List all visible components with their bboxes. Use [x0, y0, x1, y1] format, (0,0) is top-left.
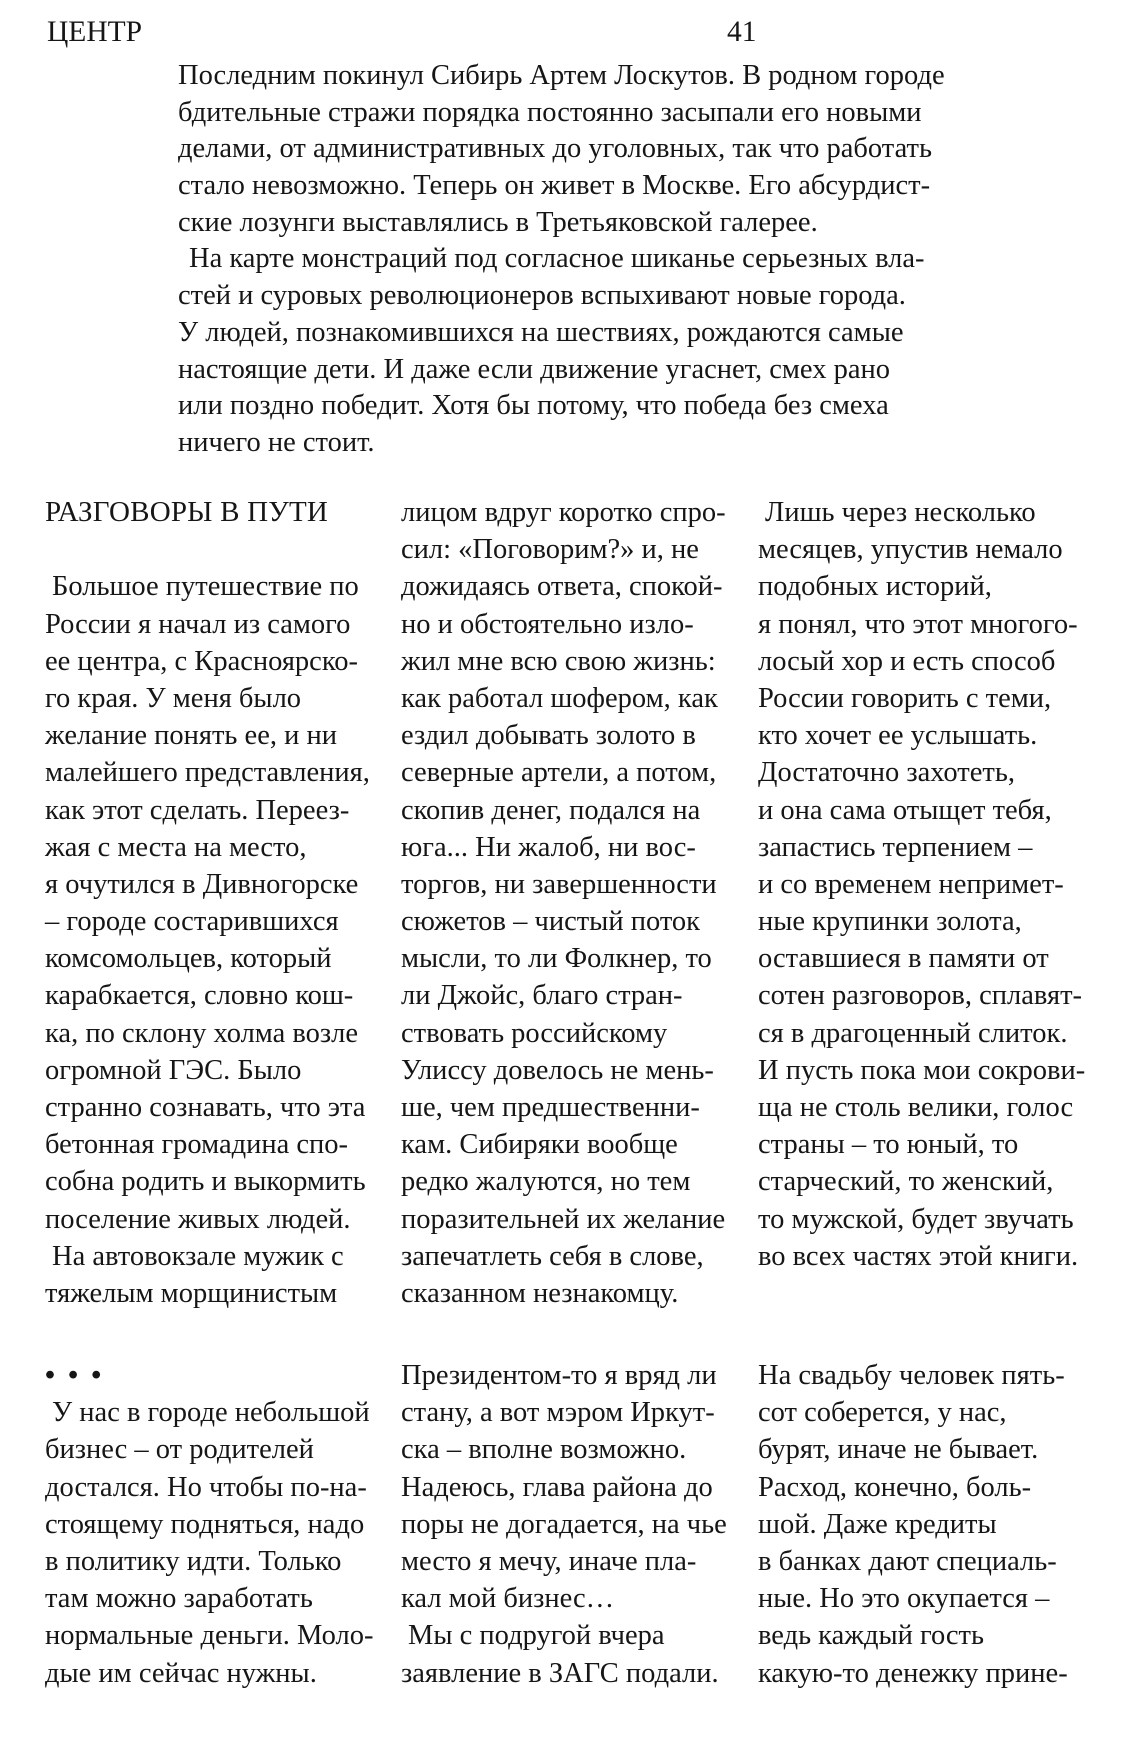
- text-line: ничего не стоит.: [178, 426, 375, 458]
- text-line: поры не догадается, на чье: [401, 1508, 727, 1540]
- text-line: На карте монстраций под согласное шиканье серьезных вла-: [189, 243, 925, 275]
- text-line: редко жалуются, но тем: [401, 1166, 691, 1198]
- text-line: Надеюсь, глава района до: [401, 1471, 713, 1503]
- text-line: ка, по склону холма возле: [45, 1017, 359, 1049]
- paragraph: [758, 1357, 1068, 1692]
- text-line: я понял, что этот многого-: [758, 608, 1078, 640]
- text-line: странно сознавать, что эта: [45, 1092, 366, 1123]
- text-line: как работал шофером, как: [401, 682, 718, 714]
- text-line: стало невозможно. Теперь он живет в Москве. Его абсурдист-: [178, 170, 931, 202]
- text-line: малейшего представления,: [45, 757, 370, 789]
- text-line: стану, а вот мэром Иркут-: [401, 1397, 715, 1429]
- text-line: я очутился в Дивногорске: [45, 868, 359, 900]
- text-line: лицом вдруг коротко спро-: [401, 497, 726, 528]
- text-line: комсомольцев, который: [45, 943, 332, 975]
- text-line: запечатлеть себя в слове,: [401, 1240, 704, 1272]
- text-line: ше, чем предшественни-: [401, 1092, 700, 1123]
- text-line: ска – вполне возможно.: [401, 1434, 687, 1466]
- text-line: бизнес – от родителей: [45, 1434, 314, 1466]
- paragraph: [401, 494, 726, 1312]
- text-line: И пусть пока мои сокрови-: [758, 1054, 1086, 1086]
- text-line: карабкается, словно кош-: [45, 980, 354, 1012]
- paragraph: [178, 241, 945, 461]
- text-line: Расход, конечно, боль-: [758, 1471, 1032, 1503]
- text-line: ные крупинки золота,: [758, 906, 1022, 938]
- text-line: ли Джойс, благо стран-: [401, 980, 683, 1012]
- text-line: место я мечу, иначе пла-: [401, 1545, 697, 1577]
- text-line: Улиссу довелось не мень-: [401, 1054, 714, 1086]
- text-line: или поздно победит. Хотя бы потому, что победа без смеха: [178, 390, 889, 422]
- text-line: но и обстоятельно изло-: [401, 608, 694, 640]
- text-line: настоящие дети. И даже если движение угаснет, смех рано: [178, 353, 890, 385]
- section-column-2: [401, 494, 726, 1312]
- text-line: то мужской, будет звучать: [758, 1203, 1074, 1235]
- text-line: и она сама отыщет тебя,: [758, 794, 1052, 826]
- text-line: мысли, то ли Фолкнер, то: [401, 943, 712, 975]
- text-line: России я начал из самого: [45, 608, 351, 640]
- text-line: заявление в ЗАГС подали.: [401, 1657, 719, 1689]
- text-line: На автовокзале мужик с: [52, 1240, 344, 1272]
- section-column-1: [45, 494, 370, 1312]
- quotes-column-2: [401, 1357, 727, 1692]
- text-line: месяцев, упустив немало: [758, 534, 1063, 566]
- text-line: сот соберется, у нас,: [758, 1397, 1007, 1429]
- text-line: в политику идти. Только: [45, 1545, 342, 1577]
- paragraph: [401, 1357, 727, 1617]
- text-line: северные артели, а потом,: [401, 757, 717, 789]
- text-line: там можно заработать: [45, 1583, 313, 1615]
- text-line: и со временем непримет-: [758, 868, 1064, 900]
- text-line: страны – то юный, то: [758, 1129, 1019, 1161]
- text-line: бурят, иначе не бывает.: [758, 1434, 1039, 1466]
- section-separator: • • •: [45, 1360, 105, 1391]
- intro-text: [178, 58, 945, 462]
- text-line: кал мой бизнес…: [401, 1583, 615, 1615]
- text-line: оставшиеся в памяти от: [758, 943, 1049, 975]
- text-line: На свадьбу человек пять-: [758, 1360, 1065, 1391]
- text-line: бдительные стражи порядка постоянно засыпали его новыми: [178, 96, 922, 128]
- text-line: собна родить и выкормить: [45, 1166, 366, 1198]
- text-line: го края. У меня было: [45, 682, 302, 714]
- paragraph: [45, 1238, 370, 1312]
- text-line: поразительней их желание: [401, 1203, 726, 1235]
- text-line: дожидаясь ответа, спокой-: [401, 571, 723, 603]
- text-line: как этот сделать. Переез-: [45, 794, 350, 826]
- text-line: старческий, то женский,: [758, 1166, 1054, 1198]
- text-line: ездил добывать золото в: [401, 720, 696, 752]
- text-line: – городе состарившихся: [45, 906, 339, 938]
- text-line: кто хочет ее услышать.: [758, 720, 1038, 752]
- text-line: жил мне всю свою жизнь:: [401, 645, 716, 677]
- text-line: стей и суровых революционеров вспыхивают новые города.: [178, 280, 906, 312]
- text-line: Лишь через несколько: [765, 497, 1036, 528]
- text-line: шой. Даже кредиты: [758, 1508, 997, 1540]
- text-line: У нас в городе небольшой: [52, 1397, 370, 1429]
- paragraph: [45, 1394, 374, 1692]
- paragraph: [758, 494, 1085, 1275]
- paragraph: [401, 1617, 727, 1691]
- text-line: Последним покинул Сибирь Артем Лоскутов. В родном городе: [178, 60, 945, 91]
- text-line: в банках дают специаль-: [758, 1545, 1057, 1577]
- text-line: кам. Сибиряки вообще: [401, 1129, 678, 1161]
- page-number: 41: [727, 16, 757, 48]
- text-line: поселение живых людей.: [45, 1203, 351, 1235]
- text-line: ща не столь велики, голос: [758, 1092, 1074, 1123]
- text-line: лосый хор и есть способ: [758, 645, 1056, 677]
- text-line: какую-то денежку прине-: [758, 1657, 1068, 1689]
- quotes-column-3: [758, 1357, 1068, 1692]
- section-title: РАЗГОВОРЫ В ПУТИ: [45, 496, 329, 528]
- section-column-3: [758, 494, 1085, 1275]
- running-title: ЦЕНТР: [47, 16, 143, 48]
- text-line: ствовать российскому: [401, 1017, 668, 1049]
- text-line: запастись терпением –: [758, 831, 1033, 863]
- text-line: сил: «Поговорим?» и, не: [401, 534, 699, 566]
- text-line: Президентом-то я вряд ли: [401, 1360, 717, 1391]
- text-line: ведь каждый гость: [758, 1620, 985, 1652]
- text-line: сюжетов – чистый поток: [401, 906, 700, 938]
- text-line: ее центра, с Красноярско-: [45, 645, 358, 677]
- quotes-column-1: [45, 1357, 374, 1692]
- text-line: торгов, ни завершенности: [401, 868, 717, 900]
- paragraph: [178, 58, 945, 241]
- text-line: достался. Но чтобы по-на-: [45, 1471, 367, 1503]
- text-line: тяжелым морщинистым: [45, 1277, 338, 1309]
- text-line: ные. Но это окупается –: [758, 1583, 1050, 1615]
- text-line: бетонная громадина спо-: [45, 1129, 349, 1161]
- text-line: ские лозунги выставлялись в Третьяковской галерее.: [178, 206, 818, 238]
- text-line: желание понять ее, и ни: [45, 720, 337, 752]
- text-line: России говорить с теми,: [758, 682, 1052, 714]
- text-line: подобных историй,: [758, 571, 992, 603]
- text-line: огромной ГЭС. Было: [45, 1054, 302, 1086]
- text-line: Большое путешествие по: [52, 571, 359, 603]
- text-line: Мы с подругой вчера: [408, 1620, 665, 1652]
- text-line: дые им сейчас нужны.: [45, 1657, 317, 1689]
- text-line: сотен разговоров, сплавят-: [758, 980, 1083, 1012]
- text-line: делами, от административных до уголовных, так что работать: [178, 133, 932, 165]
- text-line: жая с места на место,: [45, 831, 307, 863]
- text-line: стоящему подняться, надо: [45, 1508, 365, 1540]
- text-line: юга... Ни жалоб, ни вос-: [401, 831, 696, 863]
- text-line: скопив денег, подался на: [401, 794, 701, 826]
- text-line: Достаточно захотеть,: [758, 757, 1015, 789]
- text-line: сказанном незнакомцу.: [401, 1277, 679, 1309]
- text-line: во всех частях этой книги.: [758, 1240, 1079, 1272]
- text-line: У людей, познакомившихся на шествиях, рождаются самые: [178, 316, 904, 348]
- paragraph: [45, 568, 370, 1237]
- text-line: нормальные деньги. Моло-: [45, 1620, 374, 1652]
- text-line: ся в драгоценный слиток.: [758, 1017, 1068, 1049]
